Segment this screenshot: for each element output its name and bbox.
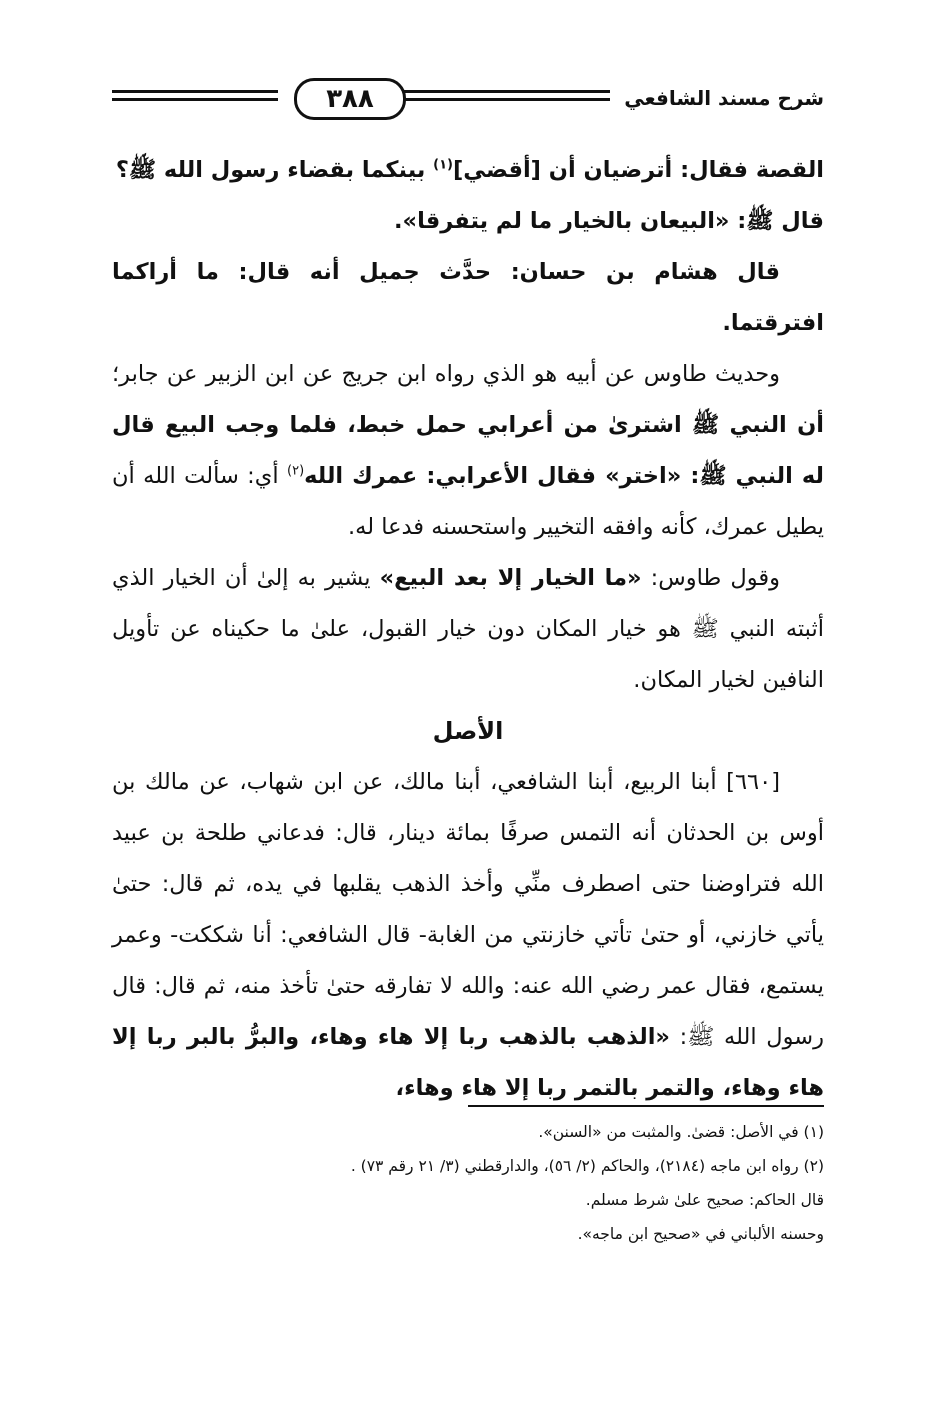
running-title: شرح مسند الشافعي (624, 86, 824, 110)
paragraph (112, 757, 824, 1114)
footnote: (١) في الأصل: قضىٰ. والمثبت من «السنن». (538, 1123, 824, 1141)
page-number: ٣٨٨ (326, 84, 374, 114)
footnote: (٢) رواه ابن ماجه (٢١٨٤)، والحاكم (٢/ ٥٦)، والدارقطني (٣/ ٢١ رقم ٧٣) . (350, 1157, 824, 1175)
footnote: وحسنه الألباني في «صحيح ابن ماجه». (577, 1225, 824, 1243)
text-run: يشير به إلىٰ أن الخيار الذي أثبته النبي ﷺ هو خيار المكان دون خيار القبول، علىٰ ما حكيناه عن تأويل النافين لخيار المكان. (112, 565, 824, 693)
section-heading: الأصل (432, 717, 504, 745)
paragraph (112, 145, 824, 196)
header-rule (112, 98, 278, 101)
text-run-bold: «الذهب بالذهب ربا إلا هاء وهاء، والبرُّ بالبر ربا إلا هاء وهاء، والتمر بالتمر ربا إلا هاء وهاء، (112, 1024, 824, 1101)
text-run-bold: «ما الخيار إلا بعد البيع» (379, 565, 642, 591)
footnote-separator (468, 1105, 824, 1107)
text-run: وحديث طاوس عن أبيه هو الذي رواه ابن جريج عن ابن الزبير عن جابر؛ (112, 361, 780, 387)
header-rule (112, 90, 278, 93)
text-run: أي: سألت الله أن يطيل عمرك، كأنه وافقه التخيير واستحسنه فدعا له. (112, 463, 824, 540)
header-rule (384, 98, 610, 101)
text-run: [٦٦٠] أبنا الربيع، أبنا الشافعي، أبنا مالك، عن ابن شهاب، عن مالك بن أوس بن الحدثان أنه التمس صرفًا بمائة دينار، قال: فدعاني طلحة بن عبيد الله فتراوضنا حتى اصطرف منِّي وأخذ الذهب يقلبها في يده، ثم قال: حتىٰ يأتي خازني، أو حتىٰ تأتي خازنتي من الغابة- قال الشافعي: أنا شككت- وعمر يستمع، فقال عمر رضي الله عنه: والله لا تفارقه حتىٰ تأخذ منه، ثم قال: قال رسول الله ﷺ: (112, 769, 825, 1050)
paragraph: قال ﷺ: «البيعان بالخيار ما لم يتفرقا». (393, 208, 824, 234)
footnotes (112, 1115, 824, 1251)
text-run: بينكما بقضاء رسول الله ﷺ؟ (115, 157, 434, 183)
main-text (112, 145, 824, 1114)
paragraph (112, 553, 824, 706)
page-number-badge (294, 78, 406, 120)
paragraph: قال هشام بن حسان: حدَّث جميل أنه قال: ما أراكما افترقتما. (112, 259, 824, 336)
footnote-ref[interactable]: (٢) (287, 463, 305, 479)
footnote: قال الحاكم: صحيح علىٰ شرط مسلم. (585, 1191, 824, 1209)
text-run-bold: أن النبي ﷺ اشترىٰ من أعرابي حمل خبط، فلما وجب البيع قال له النبي ﷺ: «اختر» فقال الأعرابي: عمرك الله (112, 412, 824, 489)
running-header (112, 68, 824, 128)
text-run: القصة فقال: أترضيان أن [أقضي] (453, 157, 824, 183)
paragraph (112, 349, 824, 553)
header-rule (384, 90, 610, 93)
text-run: وقول طاوس: (641, 565, 780, 591)
footnote-ref[interactable]: (١) (433, 157, 453, 173)
